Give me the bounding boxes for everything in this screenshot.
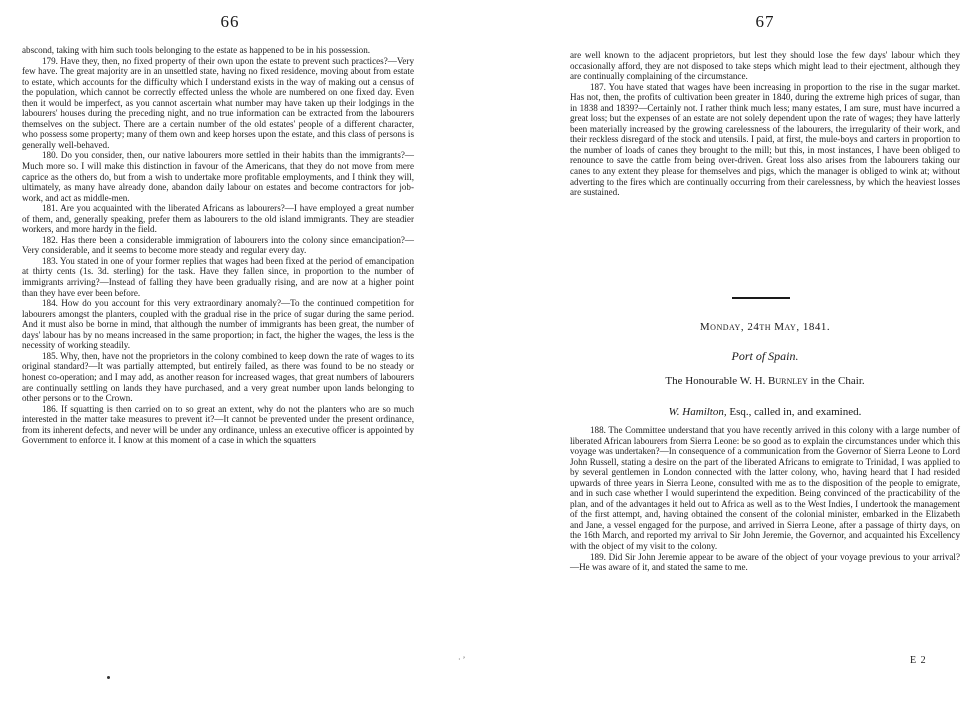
paragraph: 186. If squatting is then carried on to so great an extent, why do not the planters who are so much interested in the matter take measures to prevent it?—It cannot be prevented under the present ordinance, from its inherent defects, and never will be under any ordinance, unless an executive officer is appointed by Government to enforce it. I know at this moment of a case in which the squatters <box>22 403 414 446</box>
paragraph: 183. You stated in one of your former replies that wages had been fixed at the period of emancipation at thirty cents (1s. 3d. sterling) for the task. Have they fallen since, in proportion to the number of immigrants arriving?—Instead of falling they have been gradually rising, and are now at a higher point than they have ever been before. <box>22 255 414 298</box>
gutter-mark: · ʼ <box>458 655 466 664</box>
paragraph: are well known to the adjacent proprietors, but lest they should lose the few days' labour which they occasionally afford, they are not disposed to take steps which might lead to their ejectment, although they are continually complaining of the circumstance. <box>570 50 960 82</box>
paragraph: 181. Are you acquainted with the liberated Africans as labourers?—I have employed a great number of them, and, generally speaking, prefer them as labourers to the old island immigrants. They are steadier workers, and more hardy in the field. <box>22 203 414 235</box>
left-page-text <box>22 45 414 446</box>
paragraph: 187. You have stated that wages have been increasing in proportion to the rise in the sugar market. Has not, then, the profits of cultivation been greater in 1840, during the extreme high prices of sugar, than in 1838 and 1839?—Certainly not. I rather think much less; many estates, I am sure, must have incurred a great loss; but the expenses of an estate are not solely dependent upon the rate of wages; they have latterly been materially increased by the growing carelessness of the labourers, the irregularity of their work, and their reckless disregard of the stock and utensils. I paid, at first, the mule-boys and carters in proportion to the number of loads of canes they brought to the mill; but this, in most instances, I have been obliged to renounce to save the cattle from being over-driven. Great loss also arises from the labourers taking our canes to any extent they please for themselves and pigs, which the manager is obliged to wink at; without adverting to the fires which are continually occurring from their carelessness, by which the heaviest losses are sustained. <box>570 81 960 198</box>
right-page-bottom-text <box>570 425 960 573</box>
right-page <box>490 0 980 703</box>
session-place-heading: Port of Spain. <box>731 349 799 363</box>
witness-heading <box>570 406 960 418</box>
print-speck <box>107 676 110 679</box>
paragraph: 188. The Committee understand that you have recently arrived in this colony with a large number of liberated African labourers from Sierra Leone: be so good as to explain the circumstances under which this voyage was undertaken?—In consequence of a communication from the Governor of Sierra Leone to Lord John Russell, stating a desire on the part of the liberated Africans to emigrate to Trinidad, I was applied to by several gentlemen in London connected with the latter colony, who, having heard that I had resided upwards of three years in Sierra Leone, consulted with me as to the disposition of the people to emigrate, and in such case whether I would superintend the expedition. Being convinced of the practicability of the plan, and of the advantages it held out to Africa as well as to the West Indies, I undertook the management of the first attempt, and, having obtained the consent of the colonial minister, embarked in the Elizabeth and Jane, a vessel engaged for the purpose, and arrived in Sierra Leone, after a passage of thirty days, on the 16th March, and reported my arrival to Sir John Jeremie, the Governor, and acquainted his Excellency with the object of my visit to the colony. <box>570 425 960 552</box>
witness-suffix: Esq., called in, and examined. <box>726 406 862 418</box>
right-page-top-text <box>570 50 960 198</box>
paragraph: 189. Did Sir John Jeremie appear to be aware of the object of your voyage previous to your arrival?—He was aware of it, and stated the same to me. <box>570 551 960 573</box>
chair-heading <box>570 375 960 387</box>
page-number-left: 66 <box>220 12 240 31</box>
paragraph: 180. Do you consider, then, our native labourers more settled in their habits than the immigrants?—Much more so. I will make this distinction in favour of the Americans, that they do not move from mere caprice as the others do, but from a wish to undertake more profitable employments, and I think they will, ultimately, as many have already done, abandon daily labour on estates and become contractors for job-work, and act as middle-men. <box>22 150 414 203</box>
witness-name: W. Hamilton, <box>668 406 727 418</box>
paragraph: 179. Have they, then, no fixed property of their own upon the estate to prevent such practices?—Very few have. The great majority are in an unsettled state, having no fixed residence, moving about from estate to estate, which accounts for the difficulty which I understand exists in the way of making out a census of the population, which cannot be correctly effected unless the whole are numbered on one fixed day. Even then it would be imperfect, as you cannot ascertain what number may have taken up their lodgings in the labourers' houses during the preceding night, and no true information can be extracted from the labourers themselves on the subject. There are a certain number of the old estates' people of a different character, who possess some property; many of them own and keep horses upon the estate, and this class of persons is generally well-behaved. <box>22 55 414 150</box>
chair-name: Burnley <box>768 375 808 387</box>
chair-suffix: in the Chair. <box>807 375 865 387</box>
signature-mark: E 2 <box>910 655 927 666</box>
session-date-heading: Monday, 24th May, 1841. <box>699 321 831 333</box>
paragraph: 184. How do you account for this very extraordinary anomaly?—To the continued competition for labourers amongst the planters, coupled with the gradual rise in the price of sugar during the same period. And it must also be borne in mind, that although the number of immigrants has been great, the number of days' labour has by no means increased in the same proportion; in fact, the higher the wages, the less is the necessity of working steadily. <box>22 298 414 351</box>
paragraph: abscond, taking with him such tools belonging to the estate as happened to be in his possession. <box>22 45 371 55</box>
chair-prefix: The Honourable W. H. <box>665 375 769 387</box>
section-divider <box>732 297 790 299</box>
page-number-right: 67 <box>755 12 775 31</box>
paragraph: 182. Has there been a considerable immigration of labourers into the colony since emancipation?—Very considerable, and it seems to become more steady and regular every day. <box>22 234 414 256</box>
paragraph: 185. Why, then, have not the proprietors in the colony combined to keep down the rate of wages to its original standard?—It was partially attempted, but entirely failed, as there was found to be no steady or honest co-operation; and I may add, as another reason for increased wages, that great numbers of labourers are continually settling on lands they have purchased, and a very great number upon lands belonging to other persons or to the Crown. <box>22 350 414 404</box>
